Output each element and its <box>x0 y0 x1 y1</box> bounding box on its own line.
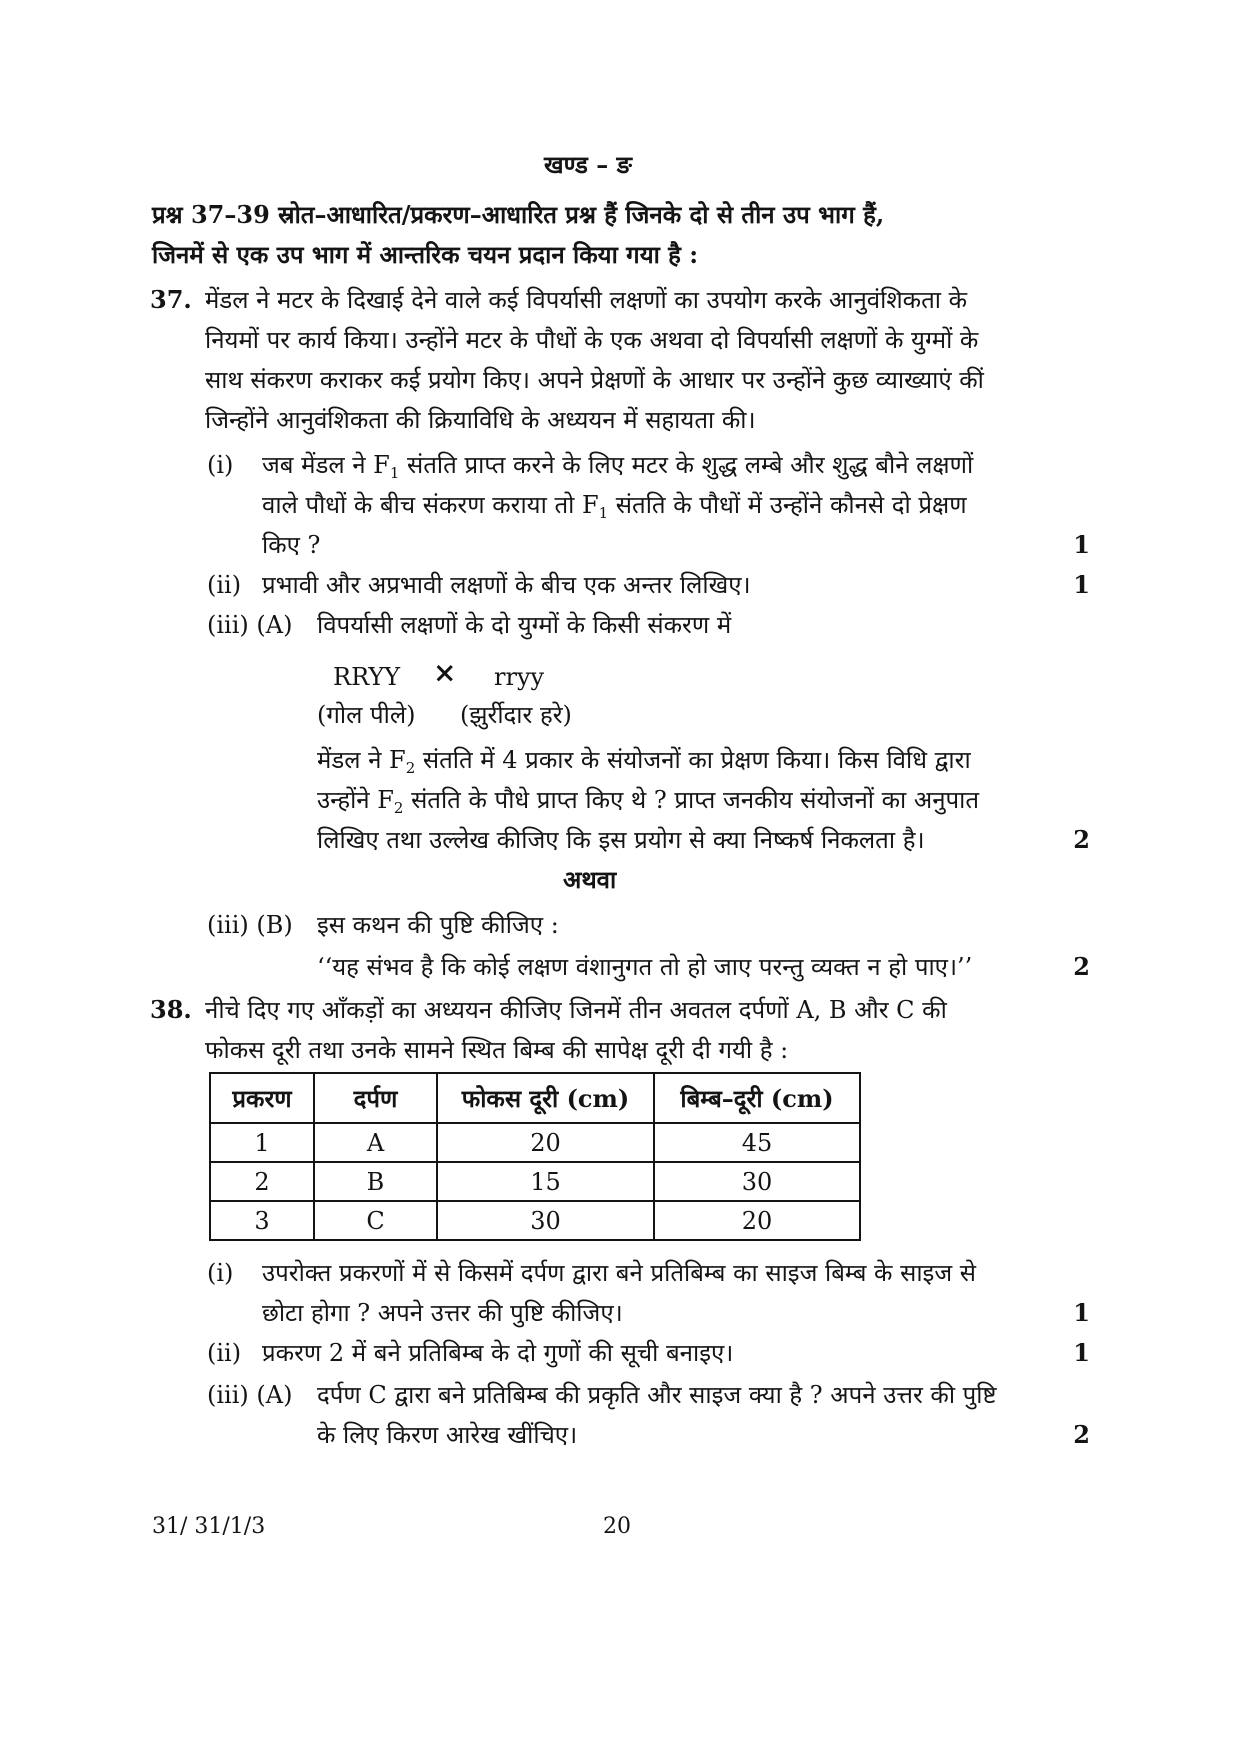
q37-iiiB-line-2: ‘‘यह संभव है कि कोई लक्षण वंशानुगत तो हो जाए परन्तु व्यक्त न हो पाए।’’ <box>317 953 973 981</box>
q38-ii-text: प्रकरण 2 में बने प्रतिबिम्ब के दो गुणों की सूची बनाइए। <box>262 1339 734 1367</box>
q37-iiiA-marks: 2 <box>1073 825 1090 854</box>
q37-i-line-3: किए ? <box>262 531 321 559</box>
q37-ii-label: (ii) <box>207 571 242 599</box>
cross-left-genotype: RRYY <box>333 663 401 691</box>
page-number: 20 <box>603 1514 631 1539</box>
q37-iiiA-label: (iii) (A) <box>207 611 293 639</box>
cross-left-description: (गोल पीले) <box>317 701 416 729</box>
q37-iiiA-line-1: विपर्यासी लक्षणों के दो युग्मों के किसी संकरण में <box>317 611 732 639</box>
paper-code: 31/ 31/1/3 <box>152 1514 266 1539</box>
q38-i-marks: 1 <box>1073 1298 1090 1327</box>
cross-right-genotype: rryy <box>494 663 545 691</box>
table-cell: 1 <box>210 1123 314 1162</box>
instruction-line-1: प्रश्न 37–39 स्रोत–आधारित/प्रकरण–आधारित प्रश्न हैं जिनके दो से तीन उप भाग हैं, <box>152 200 885 229</box>
table-header-cell: दर्पण <box>314 1073 437 1123</box>
q37-intro-line-4: जिन्होंने आनुवंशिकता की क्रियाविधि के अध्ययन में सहायता की। <box>205 406 756 434</box>
q38-ii-marks: 1 <box>1073 1338 1090 1367</box>
table-header-cell: फोकस दूरी (cm) <box>437 1073 654 1123</box>
table-cell: A <box>314 1123 437 1162</box>
table-cell: 20 <box>437 1123 654 1162</box>
q37-intro-line-1: मेंडल ने मटर के दिखाई देने वाले कई विपर्यासी लक्षणों का उपयोग करके आनुवंशिकता के <box>205 286 968 314</box>
q37-i-label: (i) <box>207 451 234 479</box>
table-cell: 30 <box>654 1162 860 1201</box>
q38-intro-line-2: फोकस दूरी तथा उनके सामने स्थित बिम्ब की सापेक्ष दूरी दी गयी है : <box>205 1036 789 1064</box>
cross-right-description: (झुर्रीदार हरे) <box>460 701 572 729</box>
q37-iiiB-marks: 2 <box>1073 952 1090 981</box>
q38-iiiA-label: (iii) (A) <box>207 1381 293 1409</box>
or-separator: अथवा <box>563 865 617 894</box>
q37-i-marks: 1 <box>1073 530 1090 559</box>
section-title: खण्ड – ङ <box>544 150 632 179</box>
q38-intro-line-1: नीचे दिए गए आँकड़ों का अध्ययन कीजिए जिनमें तीन अवतल दर्पणों A, B और C की <box>205 996 947 1024</box>
instruction-line-2: जिनमें से एक उप भाग में आन्तरिक चयन प्रदान किया गया है : <box>152 240 699 269</box>
table-header-row <box>210 1073 860 1123</box>
table-cell: 2 <box>210 1162 314 1201</box>
table-cell: 3 <box>210 1201 314 1240</box>
q37-intro-line-2: नियमों पर कार्य किया। उन्होंने मटर के पौधों के एक अथवा दो विपर्यासी लक्षणों के युग्मों के <box>205 326 979 354</box>
mirror-data-table <box>209 1072 861 1241</box>
q38-iiiA-marks: 2 <box>1073 1420 1090 1449</box>
table-cell: B <box>314 1162 437 1201</box>
table-cell: 30 <box>437 1201 654 1240</box>
q37-iiiB-label: (iii) (B) <box>207 911 293 939</box>
q37-iiiA-line-2: मेंडल ने $F_2$ संतति में 4 प्रकार के संयोजनों का प्रेक्षण किया। किस विधि द्वारा <box>317 746 971 777</box>
table-cell: 20 <box>654 1201 860 1240</box>
q37-intro-line-3: साथ संकरण कराकर कई प्रयोग किए। अपने प्रेक्षणों के आधार पर उन्होंने कुछ व्याख्याएं कीं <box>205 366 984 394</box>
q38-i-line-1: उपरोक्त प्रकरणों में से किसमें दर्पण द्वारा बने प्रतिबिम्ब का साइज बिम्ब के साइज से <box>262 1259 977 1287</box>
q38-iiiA-line-2: के लिए किरण आरेख खींचिए। <box>317 1421 578 1449</box>
table-row <box>210 1123 860 1162</box>
table-header-cell: प्रकरण <box>210 1073 314 1123</box>
q37-iiiA-line-3: उन्होंने $F_2$ संतति के पौधे प्राप्त किए थे ? प्राप्त जनकीय संयोजनों का अनुपात <box>317 786 980 817</box>
q37-i-line-1: जब मेंडल ने $F_1$ संतति प्राप्त करने के लिए मटर के शुद्ध लम्बे और शुद्ध बौने लक्षणों <box>262 451 974 482</box>
q38-iiiA-line-1: दर्पण C द्वारा बने प्रतिबिम्ब की प्रकृति और साइज क्या है ? अपने उत्तर की पुष्टि <box>317 1381 997 1409</box>
q37-ii-marks: 1 <box>1073 570 1090 599</box>
table-cell: C <box>314 1201 437 1240</box>
q37-iiiA-line-4: लिखिए तथा उल्लेख कीजिए कि इस प्रयोग से क्या निष्कर्ष निकलता है। <box>317 826 925 854</box>
cross-symbol: × <box>433 656 457 689</box>
table-cell: 15 <box>437 1162 654 1201</box>
q38-i-line-2: छोटा होगा ? अपने उत्तर की पुष्टि कीजिए। <box>262 1299 623 1327</box>
q38-ii-label: (ii) <box>207 1339 242 1367</box>
table-row <box>210 1162 860 1201</box>
q37-i-line-2: वाले पौधों के बीच संकरण कराया तो $F_1$ संतति के पौधों में उन्होंने कौनसे दो प्रेक्षण <box>262 491 967 522</box>
q38-i-label: (i) <box>207 1259 234 1287</box>
table-header-cell: बिम्ब–दूरी (cm) <box>654 1073 860 1123</box>
q37-ii-text: प्रभावी और अप्रभावी लक्षणों के बीच एक अन्तर लिखिए। <box>262 571 751 599</box>
table-row <box>210 1201 860 1240</box>
table-cell: 45 <box>654 1123 860 1162</box>
question-number-38: 38. <box>150 995 192 1024</box>
question-number-37: 37. <box>150 285 192 314</box>
q37-iiiB-line-1: इस कथन की पुष्टि कीजिए : <box>317 911 559 939</box>
